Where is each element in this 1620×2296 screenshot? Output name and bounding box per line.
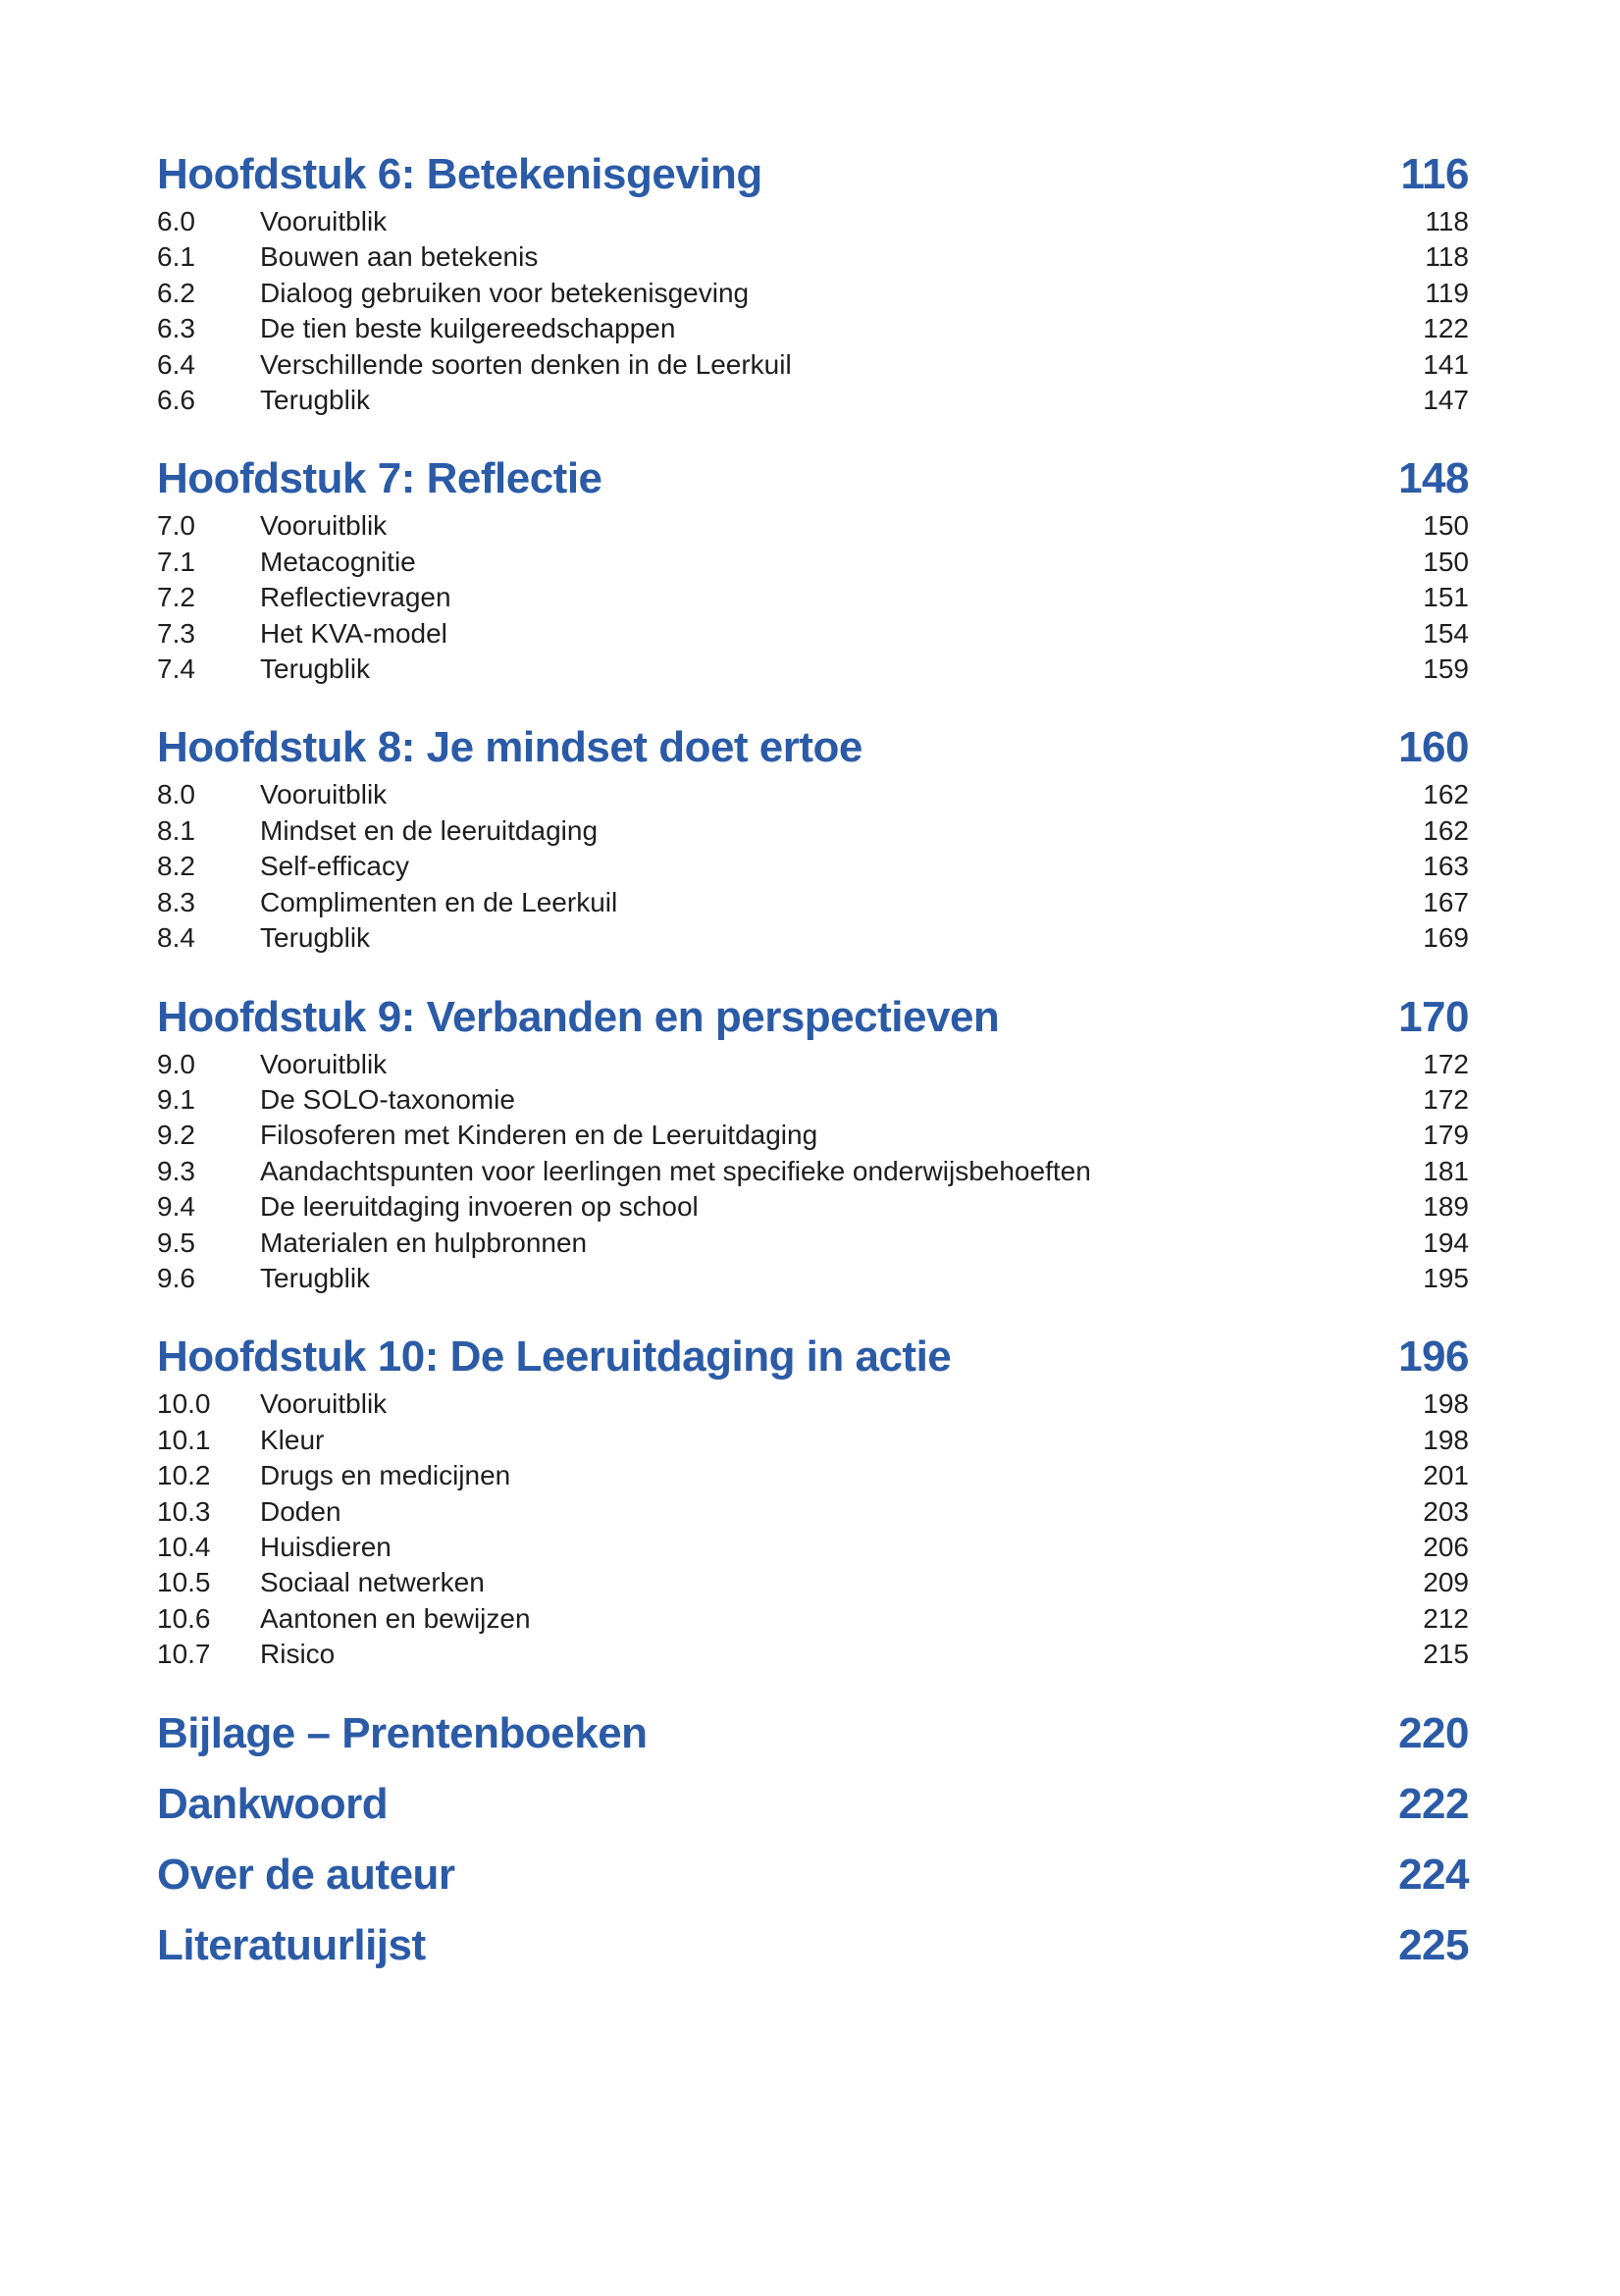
entry-page-number: 141 — [1423, 348, 1469, 380]
entry-number: 10.3 — [157, 1495, 211, 1527]
entry-title: Reflectievragen — [260, 582, 451, 613]
entry-number: 7.0 — [157, 510, 195, 542]
toc-entry-row — [157, 1047, 1469, 1082]
back-matter-row — [157, 1708, 1469, 1757]
chapter-heading-row — [157, 150, 1469, 198]
entry-page-number: 147 — [1423, 385, 1469, 416]
entry-title: Metacognitie — [260, 546, 416, 577]
entry-page-number: 167 — [1423, 886, 1469, 917]
toc-entry-row — [157, 652, 1469, 687]
entry-title: Kleur — [260, 1424, 325, 1455]
entry-page-number: 119 — [1425, 277, 1469, 308]
toc-entry-row — [157, 311, 1469, 346]
entry-number: 9.1 — [157, 1083, 195, 1115]
toc-entry-row — [157, 616, 1469, 652]
entry-title: Huisdieren — [260, 1531, 392, 1562]
entry-number: 9.4 — [157, 1191, 195, 1223]
entry-title: Terugblik — [260, 922, 371, 954]
toc-section — [157, 992, 1469, 1297]
entry-number: 6.6 — [157, 385, 195, 416]
entry-number: 10.5 — [157, 1567, 211, 1598]
entry-title: Risico — [260, 1639, 336, 1670]
entry-number: 7.1 — [157, 546, 195, 577]
back-matter-page-number: 220 — [1398, 1708, 1469, 1757]
toc-entry-row — [157, 1530, 1469, 1565]
toc-entry-row — [157, 545, 1469, 580]
entry-title: Dialoog gebruiken voor betekenisgeving — [260, 277, 750, 308]
entry-title: Terugblik — [260, 1262, 371, 1293]
entry-page-number: 162 — [1423, 814, 1469, 846]
back-matter-page-number: 225 — [1398, 1920, 1469, 1969]
chapter-heading-row — [157, 723, 1469, 772]
toc-entry-row — [157, 813, 1469, 849]
entry-number: 10.0 — [157, 1388, 211, 1420]
chapter-entries — [157, 1386, 1469, 1672]
entry-number: 9.0 — [157, 1048, 195, 1079]
entry-title: De tien beste kuilgereedschappen — [260, 313, 676, 344]
entry-title: Het KVA-model — [260, 617, 447, 649]
entry-title: Terugblik — [260, 385, 371, 416]
toc-section — [157, 454, 1469, 687]
entry-page-number: 195 — [1423, 1262, 1469, 1293]
entry-page-number: 154 — [1423, 617, 1469, 649]
entry-number: 6.1 — [157, 241, 195, 273]
entry-page-number: 118 — [1425, 241, 1469, 273]
entry-page-number: 215 — [1423, 1639, 1469, 1670]
entry-number: 8.1 — [157, 814, 195, 846]
entry-title: Vooruitblik — [260, 510, 388, 542]
toc-entry-row — [157, 885, 1469, 920]
toc-entry-row — [157, 1189, 1469, 1225]
entry-number: 10.2 — [157, 1460, 211, 1491]
entry-title: Complimenten en de Leerkuil — [260, 886, 618, 917]
toc-entry-row — [157, 1154, 1469, 1189]
chapter-entries — [157, 1047, 1469, 1297]
entry-title: Mindset en de leeruitdaging — [260, 814, 599, 846]
entry-title: Terugblik — [260, 653, 371, 685]
entry-page-number: 172 — [1423, 1083, 1469, 1115]
toc-entry-row — [157, 1261, 1469, 1296]
entry-number: 10.4 — [157, 1531, 211, 1562]
entry-title: Sociaal netwerken — [260, 1567, 485, 1598]
chapter-title: Hoofdstuk 6: Betekenisgeving — [157, 150, 762, 198]
toc-entry-row — [157, 1226, 1469, 1261]
entry-number: 6.4 — [157, 348, 195, 380]
chapter-page-number: 148 — [1398, 454, 1469, 503]
entry-title: Bouwen aan betekenis — [260, 241, 539, 273]
entry-number: 9.2 — [157, 1120, 195, 1151]
entry-page-number: 172 — [1423, 1048, 1469, 1079]
entry-title: De SOLO-taxonomie — [260, 1083, 515, 1115]
back-matter-page-number: 222 — [1398, 1779, 1469, 1828]
chapter-heading-row — [157, 992, 1469, 1041]
back-matter-row — [157, 1779, 1469, 1828]
entry-page-number: 179 — [1423, 1120, 1469, 1151]
entry-title: De leeruitdaging invoeren op school — [260, 1191, 699, 1223]
toc-entry-row — [157, 777, 1469, 812]
chapter-title: Hoofdstuk 10: De Leeruitdaging in actie — [157, 1332, 952, 1382]
entry-title: Filosoferen met Kinderen en de Leeruitdaging — [260, 1120, 818, 1151]
chapter-entries — [157, 204, 1469, 418]
entry-number: 8.3 — [157, 886, 195, 917]
entry-title: Vooruitblik — [260, 1048, 388, 1079]
entry-page-number: 206 — [1423, 1531, 1469, 1562]
toc-entry-row — [157, 276, 1469, 311]
entry-title: Materialen en hulpbronnen — [260, 1226, 588, 1258]
entry-page-number: 198 — [1423, 1424, 1469, 1455]
entry-page-number: 162 — [1423, 779, 1469, 810]
entry-title: Verschillende soorten denken in de Leerkuil — [260, 348, 792, 380]
entry-title: Aandachtspunten voor leerlingen met specifieke onderwijsbehoeften — [260, 1155, 1091, 1186]
entry-page-number: 203 — [1423, 1495, 1469, 1527]
back-matter-title: Bijlage – Prentenboeken — [157, 1708, 648, 1757]
toc-entry-row — [157, 383, 1469, 418]
entry-page-number: 163 — [1423, 851, 1469, 882]
entry-number: 8.0 — [157, 779, 195, 810]
entry-number: 8.2 — [157, 851, 195, 882]
chapter-entries — [157, 777, 1469, 956]
toc-entry-row — [157, 580, 1469, 615]
entry-number: 6.3 — [157, 313, 195, 344]
chapter-page-number: 116 — [1400, 150, 1469, 198]
entry-number: 9.5 — [157, 1226, 195, 1258]
chapter-title: Hoofdstuk 8: Je mindset doet ertoe — [157, 723, 862, 772]
entry-number: 6.0 — [157, 206, 195, 236]
chapter-page-number: 160 — [1398, 723, 1469, 772]
toc-entry-row — [157, 347, 1469, 383]
back-matter-title: Literatuurlijst — [157, 1920, 426, 1969]
toc-entry-row — [157, 1423, 1469, 1458]
entry-number: 8.4 — [157, 922, 195, 954]
back-matter-title: Dankwoord — [157, 1779, 389, 1828]
toc-section — [157, 1332, 1469, 1672]
back-matter — [157, 1708, 1469, 1969]
toc-entry-row — [157, 1565, 1469, 1600]
entry-page-number: 209 — [1423, 1567, 1469, 1598]
toc-entry-row — [157, 1118, 1469, 1153]
entry-page-number: 198 — [1423, 1388, 1469, 1420]
entry-number: 10.6 — [157, 1602, 211, 1634]
toc-section — [157, 723, 1469, 956]
entry-number: 10.7 — [157, 1639, 211, 1670]
chapter-page-number: 196 — [1398, 1332, 1469, 1382]
entry-number: 7.2 — [157, 582, 195, 613]
entry-title: Vooruitblik — [260, 206, 388, 236]
toc-entry-row — [157, 1637, 1469, 1672]
entry-number: 9.6 — [157, 1262, 195, 1293]
entry-page-number: 150 — [1423, 546, 1469, 577]
chapter-entries — [157, 508, 1469, 687]
chapter-page-number: 170 — [1398, 992, 1469, 1041]
entry-title: Vooruitblik — [260, 779, 388, 810]
entry-page-number: 194 — [1423, 1226, 1469, 1258]
entry-page-number: 151 — [1423, 582, 1469, 613]
entry-page-number: 150 — [1423, 510, 1469, 542]
chapter-title: Hoofdstuk 9: Verbanden en perspectieven — [157, 992, 1000, 1041]
entry-page-number: 122 — [1423, 313, 1469, 344]
toc-entry-row — [157, 1458, 1469, 1493]
entry-page-number: 189 — [1423, 1191, 1469, 1223]
entry-title: Aantonen en bewijzen — [260, 1602, 531, 1634]
toc-entry-row — [157, 849, 1469, 884]
toc-entry-row — [157, 204, 1469, 239]
entry-page-number: 118 — [1425, 206, 1469, 236]
entry-page-number: 181 — [1423, 1155, 1469, 1186]
chapter-heading-row — [157, 454, 1469, 503]
toc-entry-row — [157, 1601, 1469, 1637]
chapter-heading-row — [157, 1332, 1469, 1382]
entry-title: Doden — [260, 1495, 341, 1527]
entry-title: Vooruitblik — [260, 1388, 388, 1420]
entry-number: 7.4 — [157, 653, 195, 685]
entry-number: 6.2 — [157, 277, 195, 308]
back-matter-row — [157, 1850, 1469, 1899]
back-matter-title: Over de auteur — [157, 1850, 455, 1899]
back-matter-row — [157, 1920, 1469, 1969]
toc-entry-row — [157, 1386, 1469, 1422]
toc-content — [157, 150, 1469, 1995]
entry-title: Drugs en medicijnen — [260, 1460, 511, 1491]
toc-sections — [157, 150, 1469, 1673]
back-matter-page-number: 224 — [1398, 1850, 1469, 1899]
entry-number: 9.3 — [157, 1155, 195, 1186]
entry-page-number: 169 — [1423, 922, 1469, 954]
toc-entry-row — [157, 239, 1469, 275]
entry-title: Self-efficacy — [260, 851, 409, 882]
entry-page-number: 201 — [1423, 1460, 1469, 1491]
entry-page-number: 212 — [1423, 1602, 1469, 1634]
entry-number: 10.1 — [157, 1424, 211, 1455]
toc-entry-row — [157, 1082, 1469, 1118]
toc-entry-row — [157, 920, 1469, 956]
toc-section — [157, 150, 1469, 418]
toc-entry-row — [157, 508, 1469, 544]
entry-page-number: 159 — [1423, 653, 1469, 685]
toc-entry-row — [157, 1494, 1469, 1530]
entry-number: 7.3 — [157, 617, 195, 649]
chapter-title: Hoofdstuk 7: Reflectie — [157, 454, 602, 503]
